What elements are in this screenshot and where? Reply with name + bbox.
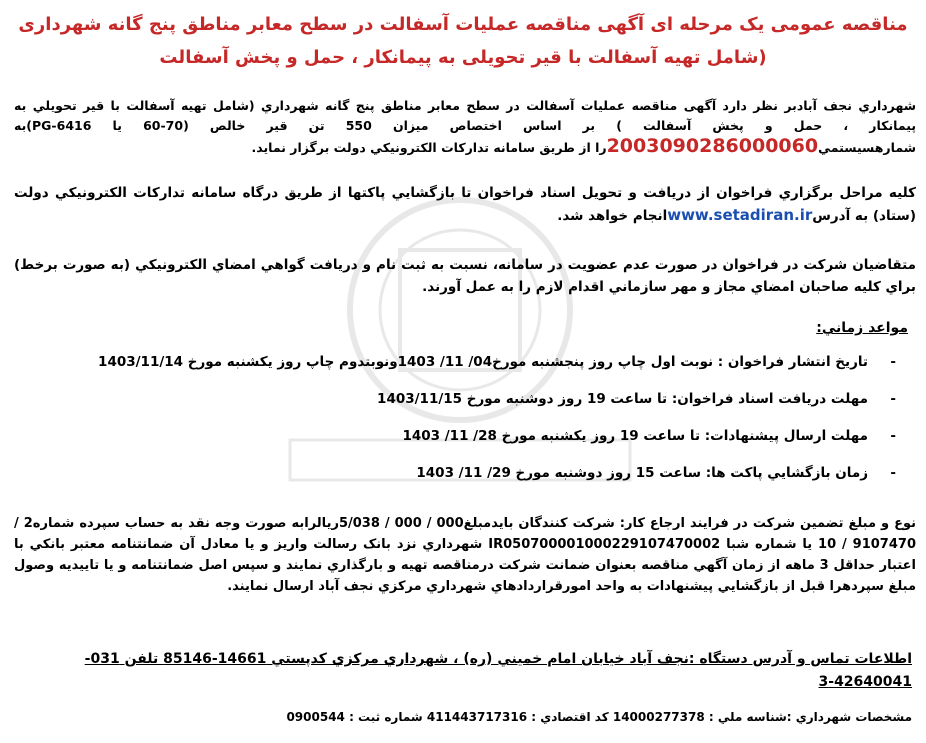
system-number: 2003090286000060: [606, 135, 819, 157]
guarantee-paragraph: نوع و مبلغ تضمین شرکت در فرایند ارجاع کار: شرکت کنندگان بایدمبلغ000 / 000 / 5/038ريالرابه صورت وجه نقد به حساب سپرده شماره2 / 9107470 / 10 یا شماره شبا IR050700001000229107470002 شهرداري نزد بانک رسالت واریز و یا معادل آن ضمانتنامه معتبر بانکي با اعتبار حداقل 3 ماهه از زمان آگهي مناقصه بعنوان ضمانت شرکت درمناقصه تهیه و بارگذاري نمایند و سپس اصل ضمانتنامه و یا تاییدیه وصول مبلغ سپردهرا قبل از بازگشايي پیشنهادات به واحد امورقراردادهاي شهرداري مرکزي نجف آباد ارسال نمایند.: [14, 516, 916, 594]
intro-suffix: را از طریق سامانه تدارکات الکترونیکي دولت برگزار نماید.: [251, 140, 607, 155]
bullet-dash: -: [890, 428, 896, 444]
schedule-heading: مواعد زماني:: [816, 320, 908, 336]
stages-paragraph: [14, 182, 916, 227]
contact-info: [14, 648, 912, 694]
schedule-item-text: زمان بازگشايي پاکت ها: ساعت 15 روز دوشنبه مورخ 29/ 11/ 1403: [416, 465, 868, 481]
schedule-list: [30, 350, 896, 498]
schedule-item: [30, 350, 896, 387]
schedule-item: [30, 424, 896, 461]
contact-text: اطلاعات تماس و آدرس دستگاه :نجف آباد خیابان امام خمیني (ره) ، شهرداري مرکزي کدپستي 14661-85146 تلفن 031-42640041-3: [84, 651, 912, 690]
stages-text: کلیه مراحل برگزاري فراخوان از دریافت و تحویل اسناد فراخوان تا بازگشايي پاکتها از طریق درگاه سامانه تدارکات الکترونیکي دولت (ستاد) به آدرس: [14, 185, 916, 224]
stages-suffix: انجام خواهد شد.: [557, 208, 668, 224]
schedule-item: [30, 387, 896, 424]
schedule-item-text: تاریخ انتشار فراخوان : نوبت اول چاپ روز پنجشنبه مورخ04/ 11/ 1403ونوبتدوم چاپ روز یکشنبه مورخ 1403/11/14: [98, 354, 868, 370]
notice-title: مناقصه عمومی یک مرحله ای آگهی مناقصه عملیات آسفالت در سطح معابر مناطق پنج گانه شهرداری (شامل تهیه آسفالت با قیر تحویلی به پیمانکار ، حمل و پخش آسفالت: [18, 14, 908, 68]
applicants-paragraph: متقاضیان شرکت در فراخوان در صورت عدم عضویت در سامانه، نسبت به ثبت نام و دریافت گواهي امضاي الکترونیکي (به صورت برخط) براي کلیه صاحبان امضاي مجاز و مهر سازماني اقدام لازم را به عمل آورند.: [14, 257, 916, 295]
bullet-dash: -: [890, 391, 896, 407]
schedule-item-text: مهلت ارسال پیشنهادات: تا ساعت 19 روز یکشنبه مورخ 28/ 11/ 1403: [402, 428, 868, 444]
municipality-details: مشخصات شهرداري :شناسه ملي : 14000277378 کد اقتصادي : 411443717316 شماره ثبت : 0900544: [286, 710, 912, 724]
schedule-item: [30, 461, 896, 498]
intro-prefix: شهرداري نجف آبادبر نظر دارد آگهی مناقصه عملیات آسفالت در سطح معابر مناطق پنج گانه شهرداري (شامل تهیه آسفالت با قیر تحویلي به پیمانکار ، حمل و پخش آسفالت ) بر اساس اختصاص میزان 550 تن قیر خالص (70-60 یا 6416-PG)به شمارهسیستمي: [14, 98, 917, 155]
bullet-dash: -: [890, 354, 896, 370]
schedule-item-text: مهلت دریافت اسناد فراخوان: تا ساعت 19 روز دوشنبه مورخ 1403/11/15: [377, 391, 868, 407]
bullet-dash: -: [890, 465, 896, 481]
setad-link[interactable]: www.setadiran.ir: [667, 206, 813, 224]
intro-paragraph: [14, 96, 916, 158]
